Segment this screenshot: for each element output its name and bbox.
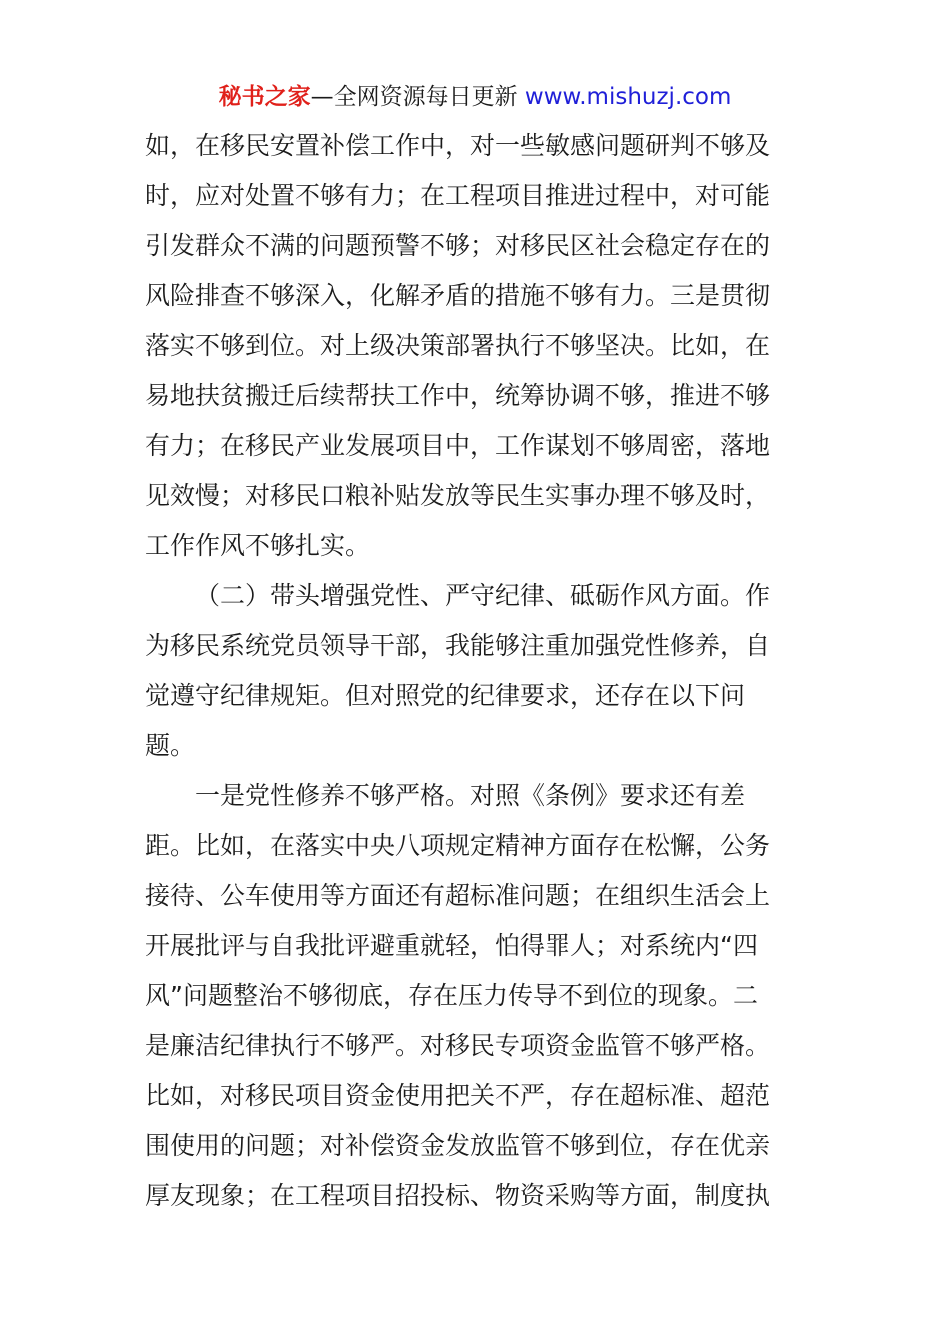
text-line: 比如，对移民项目资金使用把关不严，存在超标准、超范 <box>145 1081 771 1110</box>
text-line: 引发群众不满的问题预警不够；对移民区社会稳定存在的 <box>145 231 771 260</box>
text-line: 为移民系统党员领导干部，我能够注重加强党性修养，自 <box>145 631 771 660</box>
text-line: 易地扶贫搬迁后续帮扶工作中，统筹协调不够，推进不够 <box>145 381 771 410</box>
text-line: 开展批评与自我批评避重就轻，怕得罪人；对系统内“四 <box>145 931 758 960</box>
text-line: 距。比如，在落实中央八项规定精神方面存在松懈，公务 <box>145 831 771 860</box>
document-body <box>145 121 813 1221</box>
text-line: 见效慢；对移民口粮补贴发放等民生实事办理不够及时， <box>145 481 771 510</box>
text-line: 风”问题整治不够彻底，存在压力传导不到位的现象。二 <box>145 981 758 1010</box>
section-heading-line: （二）带头增强党性、严守纪律、砥砺作风方面。作 <box>195 581 771 610</box>
text-line: 厚友现象；在工程项目招投标、物资采购等方面，制度执 <box>145 1181 771 1210</box>
text-line: 工作作风不够扎实。 <box>145 531 371 560</box>
text-line: 有力；在移民产业发展项目中，工作谋划不够周密，落地 <box>145 431 771 460</box>
text-line: 题。 <box>145 731 196 760</box>
text-line: 觉遵守纪律规矩。但对照党的纪律要求，还存在以下问 <box>145 681 746 710</box>
text-line: 落实不够到位。对上级决策部署执行不够坚决。比如，在 <box>145 331 771 360</box>
text-line: 围使用的问题；对补偿资金发放监管不够到位，存在优亲 <box>145 1131 771 1160</box>
text-line: 接待、公车使用等方面还有超标准问题；在组织生活会上 <box>145 881 771 910</box>
text-line: 风险排查不够深入，化解矛盾的措施不够有力。三是贯彻 <box>145 281 771 310</box>
paragraph-start-line: 一是党性修养不够严格。对照《条例》要求还有差 <box>195 781 746 810</box>
text-line: 如，在移民安置补偿工作中，对一些敏感问题研判不够及 <box>145 131 771 160</box>
site-url-link[interactable]: www.mishuzj.com <box>524 84 732 110</box>
text-line: 时，应对处置不够有力；在工程项目推进过程中，对可能 <box>145 181 771 210</box>
site-brand: 秘书之家 <box>218 84 311 110</box>
site-tagline: —全网资源每日更新 <box>310 84 525 110</box>
text-line: 是廉洁纪律执行不够严。对移民专项资金监管不够严格。 <box>145 1031 771 1060</box>
site-header <box>0 80 950 114</box>
